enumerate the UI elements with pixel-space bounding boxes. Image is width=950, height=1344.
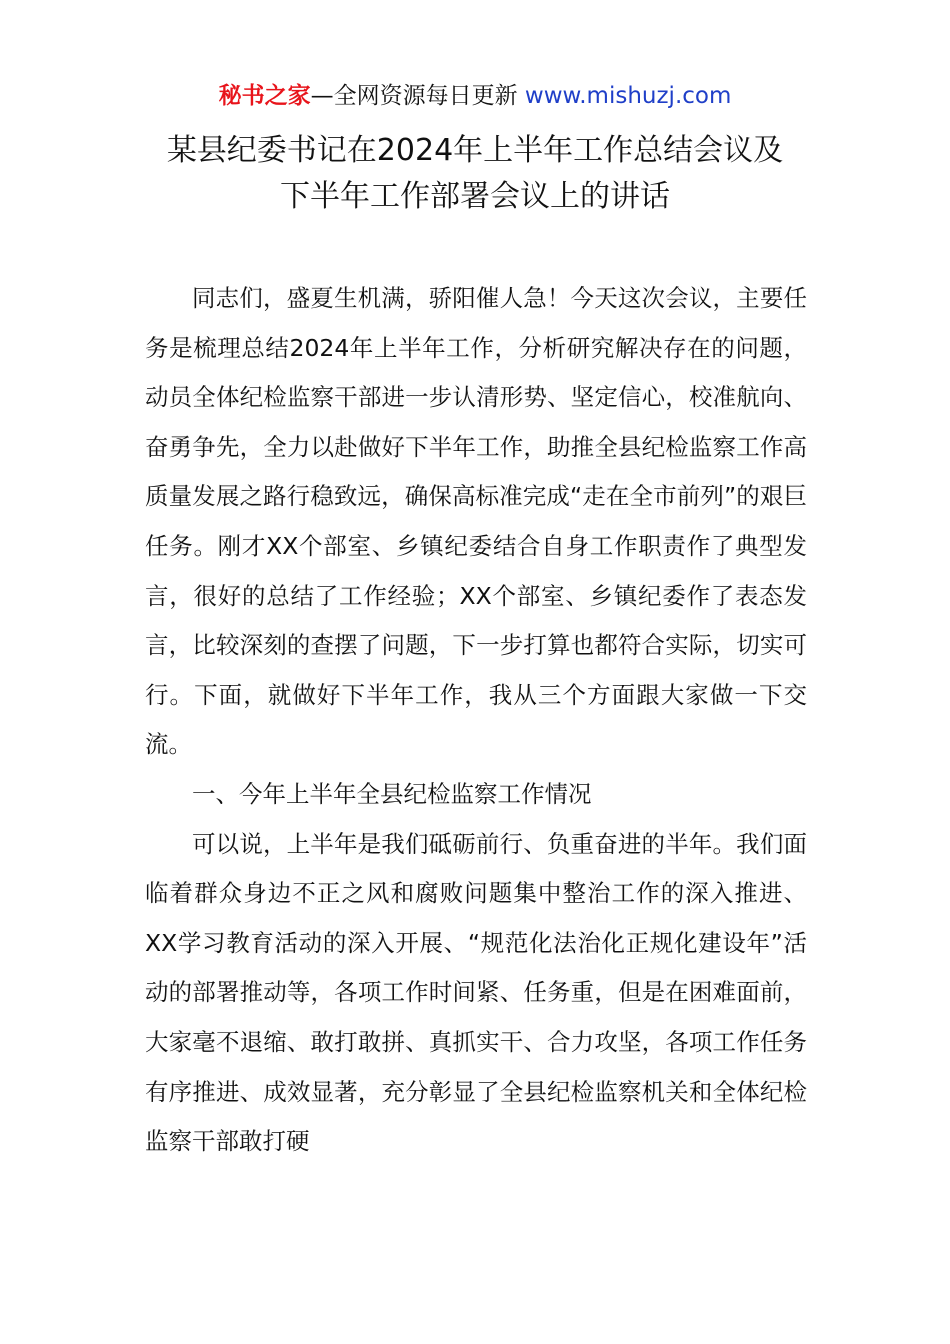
site-url-link[interactable]: www.mishuzj.com [524,83,732,109]
site-header [0,80,950,112]
section-heading-1: 一、今年上半年全县纪检监察工作情况 [192,779,592,808]
header-tagline: —全网资源每日更新 [310,83,525,109]
document-body [145,274,807,1167]
paragraph-opening: 同志们，盛夏生机满，骄阳催人急！今天这次会议，主要任务是梳理总结2024年上半年工作，分析研究解决存在的问题，动员全体纪检监察干部进一步认清形势、坚定信心，校准航向、奋勇争先，全力以赴做好下半年工作，助推全县纪检监察工作高质量发展之路行稳致远，确保高标准完成“走在全市前列”的艰巨任务。刚才XX个部室、乡镇纪委结合自身工作职责作了典型发言，很好的总结了工作经验；XX个部室、乡镇纪委作了表态发言，比较深刻的查摆了问题，下一步打算也都符合实际，切实可行。下面，就做好下半年工作，我从三个方面跟大家做一下交流。 [145,284,807,759]
document-title [0,128,950,220]
brand-name: 秘书之家 [218,83,311,109]
paragraph-section-1: 可以说，上半年是我们砥砺前行、负重奋进的半年。我们面临着群众身边不正之风和腐败问题集中整治工作的深入推进、XX学习教育活动的深入开展、“规范化法治化正规化建设年”活动的部署推动等，各项工作时间紧、任务重，但是在困难面前，大家毫不退缩、敢打敢拼、真抓实干、合力攻坚，各项工作任务有序推进、成效显著，充分彰显了全县纪检监察机关和全体纪检监察干部敢打硬 [145,829,807,1156]
title-line-1: 某县纪委书记在2024年上半年工作总结会议及 [166,133,784,168]
title-line-2: 下半年工作部署会议上的讲话 [280,179,670,214]
